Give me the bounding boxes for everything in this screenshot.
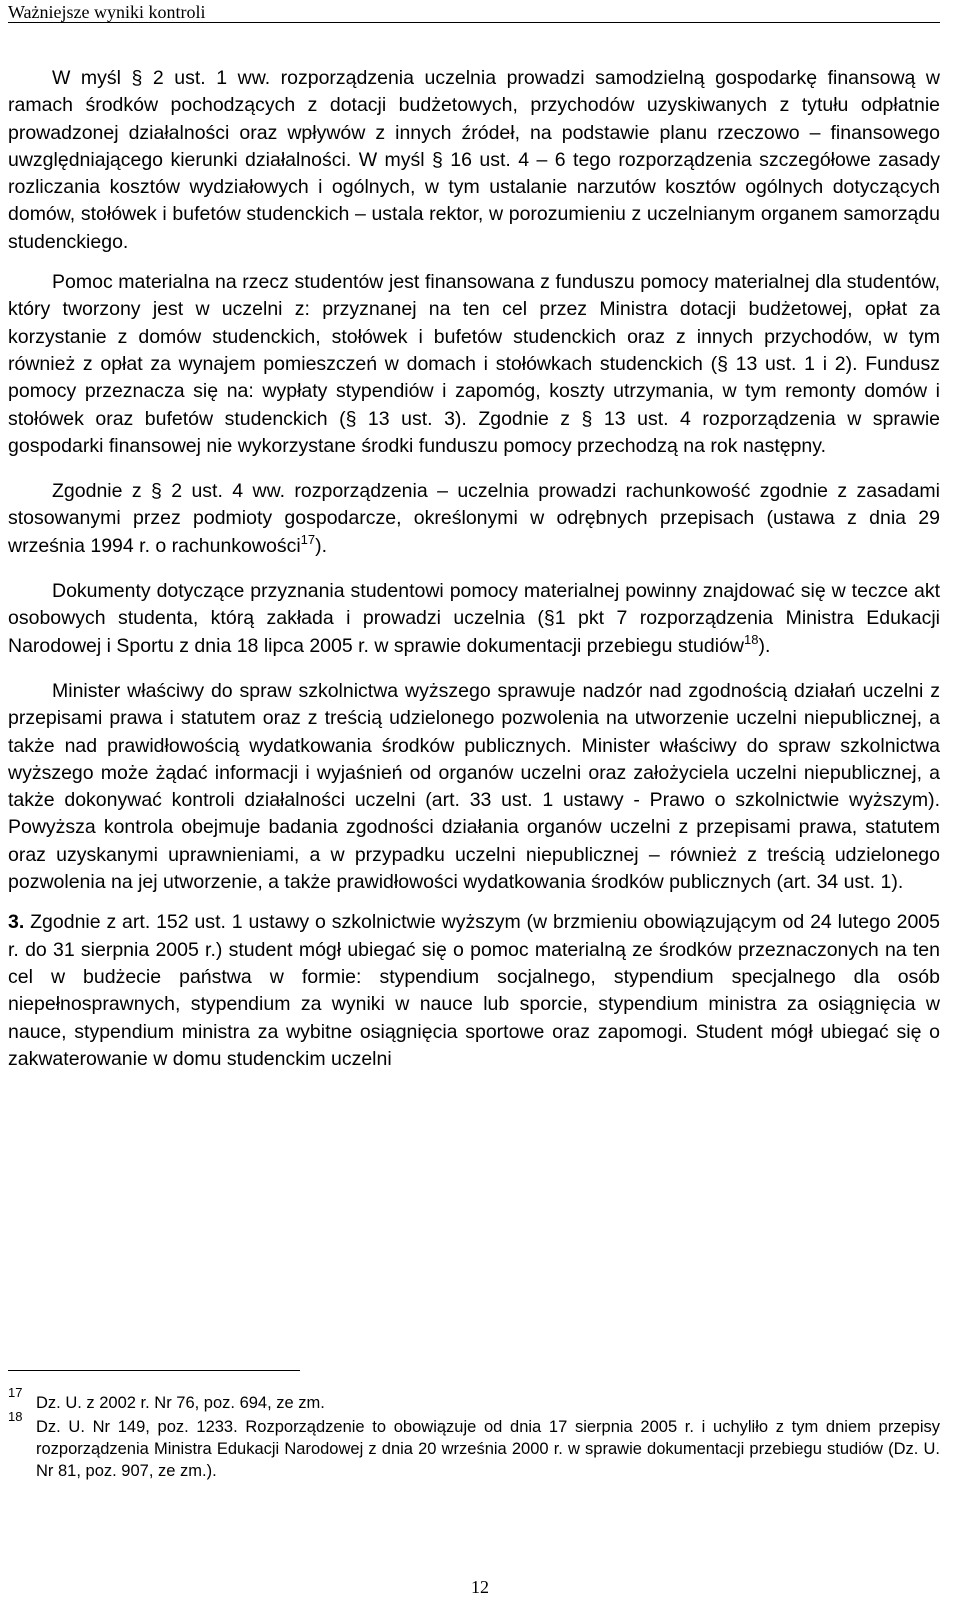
paragraph-material-aid-fund: Pomoc materialna na rzecz studentów jest finansowana z funduszu pomocy materialnej dla studentów, który tworzony jest w uczelni z: przyznanej na ten cel przez Ministra dotacji budżetowej, opłat za korzystanie z domów studenckich, stołówek i bufetów studenckich oraz z innych przychodów, w tym również z opłat za wynajem pomieszczeń w domach i stołówkach studenckich (§ 13 ust. 1 i 2). Fundusz pomocy przeznacza się na: wypłaty stypendiów i zapomóg, koszty utrzymania, w tym remonty domów i stołówek oraz bufetów studenckich (§ 13 ust. 3). Zgodnie z § 13 ust. 4 rozporządzenia w sprawie gospodarki finansowej nie wykorzystane środki funduszu pomocy przechodzą na rok następny. [8, 271, 940, 457]
paragraph-section-3 [8, 909, 940, 1073]
main-text [8, 65, 940, 1073]
section-number: 3. [8, 911, 25, 934]
page-number: 12 [471, 1577, 489, 1597]
footnote-number: 17 [8, 1385, 23, 1400]
paragraph-documents-text: Dokumenty dotyczące przyznania studentowi pomocy materialnej powinny znajdować się w teczce akt osobowych studenta, którą zakłada i prowadzi uczelnia (§1 pkt 7 rozporządzenia Ministra Edukacji Narodowej i Sportu z dnia 18 lipca 2005 r. w sprawie dokumentacji przebiegu studiów [8, 580, 940, 657]
footnote-separator [8, 1370, 300, 1371]
footnote-text: Dz. U. Nr 149, poz. 1233. Rozporządzenie to obowiązuje od dnia 17 sierpnia 2005 r. i uchyliło z tym dniem przepisy rozporządzenia Ministra Edukacji Narodowej z dnia 20 września 2000 r. w sprawie dokumentacji przebiegu studiów (Dz. U. Nr 81, poz. 907, ze zm.). [36, 1418, 940, 1480]
footnote-number: 18 [8, 1409, 23, 1424]
paragraph-accounting [8, 478, 940, 560]
paragraph-accounting-text: Zgodnie z § 2 ust. 4 ww. rozporządzenia – uczelnia prowadzi rachunkowość zgodnie z zasadami stosowanymi przez podmioty gospodarcze, określonymi w odrębnych przepisach (ustawa z dnia 29 września 1994 r. o rachunkowości [8, 480, 940, 557]
footnote-18 [8, 1409, 940, 1482]
footnote-17 [8, 1385, 940, 1414]
paragraph-minister-supervision: Minister właściwy do spraw szkolnictwa wyższego sprawuje nadzór nad zgodnością działań uczelni z przepisami prawa i statutem oraz z treścią udzielonego pozwolenia na utworzenie uczelni niepublicznej, a także nad prawidłowością wydatkowania środków publicznych. Minister właściwy do spraw szkolnictwa wyższego może żądać informacji i wyjaśnień od organów uczelni oraz założyciela uczelni niepublicznej, a także dokonywać kontroli działalności uczelni (art. 33 ust. 1 ustawy - Prawo o szkolnictwie wyższym). Powyższa kontrola obejmuje badania zgodności działania organów uczelni z przepisami prawa, statutem oraz uzyskanymi uprawnieniami, a w przypadku uczelni niepublicznej – również z treścią udzielonego pozwolenia na jej utworzenie, a także prawidłowości wydatkowania środków publicznych (art. 34 ust. 1). [8, 679, 940, 894]
footnotes [8, 1385, 940, 1484]
footnote-ref-18[interactable]: 18 [744, 631, 759, 647]
running-header: Ważniejsze wyniki kontroli [8, 0, 940, 23]
footnote-ref-17[interactable]: 17 [300, 531, 316, 547]
paragraph-documents-end: ). [758, 634, 771, 657]
paragraph-financial-management: W myśl § 2 ust. 1 ww. rozporządzenia uczelnia prowadzi samodzielną gospodarkę finansową w ramach środków pochodzących z dotacji budżetowych, przychodów uzyskiwanych z tytułu odpłatnie prowadzonej działalności oraz wpływów z innych źródeł, na podstawie planu rzeczowo – finansowego uwzględniającego kierunki działalności. W myśl § 16 ust. 4 – 6 tego rozporządzenia szczegółowe zasady rozliczania kosztów wydziałowych i ogólnych, w tym ustalanie narzutów kosztów ogólnych dotyczących domów, stołówek i bufetów studenckich – ustala rektor, w porozumieniu z uczelnianym organem samorządu studenckiego. [8, 67, 940, 253]
paragraph-section-3-text: Zgodnie z art. 152 ust. 1 ustawy o szkolnictwie wyższym (w brzmieniu obowiązującym od 24 lutego 2005 r. do 31 sierpnia 2005 r.) student mógł ubiegać się o pomoc materialną ze środków przeznaczonych na ten cel w budżecie państwa w formie: stypendium socjalnego, stypendium specjalnego dla osób niepełnosprawnych, stypendium za wyniki w nauce lub sporcie, stypendium ministra za osiągnięcia w nauce, stypendium ministra za wybitne osiągnięcia sportowe oraz zapomogi. Student mógł ubiegać się o zakwaterowanie w domu studenckim uczelni [8, 911, 940, 1070]
paragraph-documents [8, 578, 940, 660]
paragraph-accounting-end: ). [315, 534, 328, 557]
footnote-text: Dz. U. z 2002 r. Nr 76, poz. 694, ze zm. [36, 1394, 325, 1412]
